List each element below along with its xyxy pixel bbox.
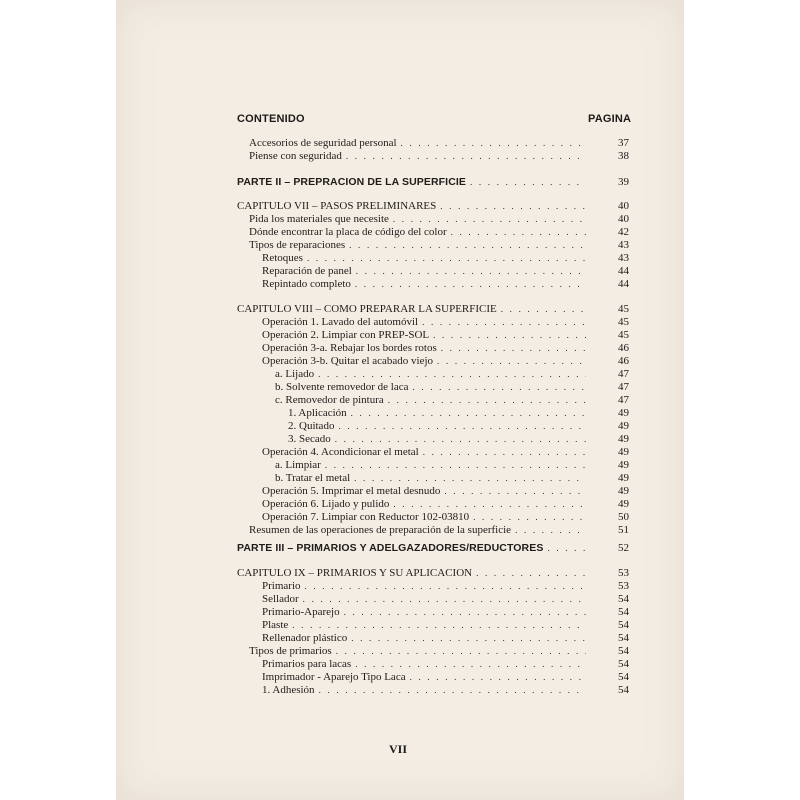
toc-entry: Retoques . . . 43 [262,252,592,265]
toc-chapter-heading: CAPITULO IX – PRIMARIOS Y SU APLICACION . . . 53 [237,567,592,580]
toc-entry: b. Tratar el metal . . . 49 [275,472,592,485]
toc-entry: Resumen de las operaciones de preparación de la superficie . . . 51 [249,524,592,537]
toc-entry: b. Solvente removedor de laca . . . 47 [275,381,592,394]
toc-entry: Dónde encontrar la placa de código del color . . . 42 [249,226,592,239]
toc-part-heading: PARTE III – PRIMARIOS Y ADELGAZADORES/REDUCTORES . . . 52 [237,542,592,555]
toc-entry: Operación 1. Lavado del automóvil . . . 45 [262,316,592,329]
toc-chapter-heading: CAPITULO VIII – COMO PREPARAR LA SUPERFICIE . . . 45 [237,303,592,316]
toc-part-heading: PARTE II – PREPRACION DE LA SUPERFICIE . . . 39 [237,176,592,189]
contents-heading: CONTENIDO [237,113,305,125]
toc-entry: Imprimador - Aparejo Tipo Laca . . . 54 [262,671,592,684]
toc-entry: Rellenador plástico . . . 54 [262,632,592,645]
toc-entry: Primarios para lacas . . . 54 [262,658,592,671]
toc-entry: a. Limpiar . . . 49 [275,459,592,472]
toc-entry: Operación 7. Limpiar con Reductor 102-03810 . . . 50 [262,511,592,524]
toc-entry: Operación 6. Lijado y pulido . . . 49 [262,498,592,511]
toc-entry: Primario-Aparejo . . . 54 [262,606,592,619]
toc-entry: Operación 3-a. Rebajar los bordes rotos . . . 46 [262,342,592,355]
toc-entry: 2. Quitado . . . 49 [288,420,592,433]
toc-entry: Operación 3-b. Quitar el acabado viejo . . . 46 [262,355,592,368]
toc-entry: 1. Aplicación . . . 49 [288,407,592,420]
toc-entry: Piense con seguridad . . . 38 [249,150,592,163]
toc-entry: Tipos de primarios . . . 54 [249,645,592,658]
toc-entry: 1. Adhesión . . . 54 [262,684,592,697]
toc-entry: Operación 2. Limpiar con PREP-SOL . . . 45 [262,329,592,342]
toc-entry: Pida los materiales que necesite . . . 40 [249,213,592,226]
toc-entry: Primario . . . 53 [262,580,592,593]
toc-entry: Operación 5. Imprimar el metal desnudo . . . 49 [262,485,592,498]
toc-entry: Sellador . . . 54 [262,593,592,606]
toc-entry: c. Removedor de pintura . . . 47 [275,394,592,407]
toc-entry: Tipos de reparaciones . . . 43 [249,239,592,252]
toc-chapter-heading: CAPITULO VII – PASOS PRELIMINARES . . . 40 [237,200,592,213]
toc-entry: Operación 4. Acondicionar el metal . . . 49 [262,446,592,459]
page-column-heading: PAGINA [588,113,632,125]
toc-entry: Reparación de panel . . . 44 [262,265,592,278]
toc-entry: Accesorios de seguridad personal . . . 37 [249,137,592,150]
toc-entry: 3. Secado . . . 49 [288,433,592,446]
page-number: VII [389,742,408,756]
toc-entry: a. Lijado . . . 47 [275,368,592,381]
toc-entry: Repintado completo . . . 44 [262,278,592,291]
toc-entry: Plaste . . . 54 [262,619,592,632]
